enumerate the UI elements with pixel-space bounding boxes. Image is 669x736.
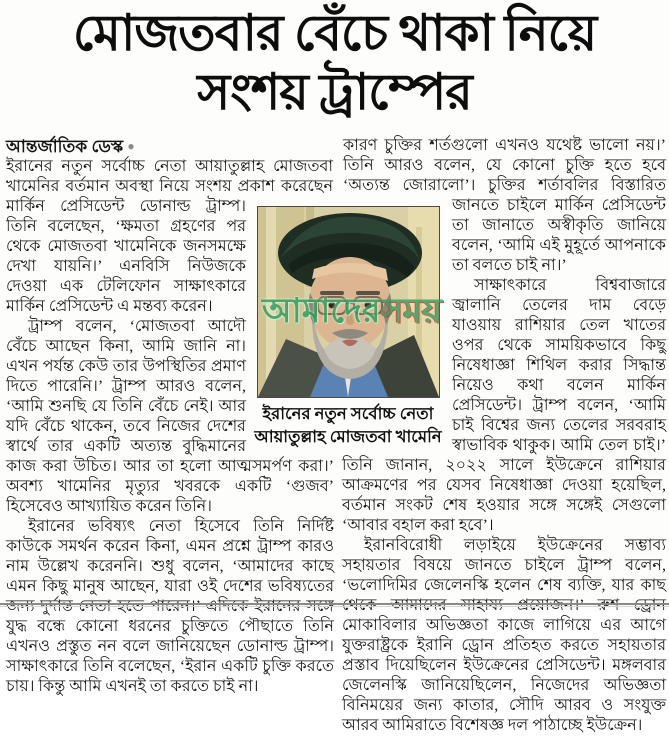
paragraph: ইরানের নতুন সর্বোচ্চ নেতা আয়াতুল্লাহ মোজতবা খামেনির বর্তমান অবস্থা নিয়ে সংশয় প্রকাশ করেছেন মার্কিন প্রেসিডেন্ট ডোনাল্ড ট্রাম্প। তিনি বলেছেন, ‘ক্ষমতা গ্রহণের পর থেকে মোজতবা খামেনিকে জনসমক্ষে দেখা যায়নি।’ এনবিসি নিউজকে দেওয়া এক টেলিফোন সাক্ষাৎকারে মার্কিন প্রেসিডেন্ট এ মন্তব্য করেন। bbox=[6, 158, 333, 315]
paragraph: ট্রাম্প বলেন, ‘মোজতবা আদৌ বেঁচে আছেন কিনা, আমি জানি না। এখন পর্যন্ত কেউ তার উপস্থিতির প্রমাণ দিতে পারেনি।’ ট্রাম্প আরও বলেন, ‘আমি শুনছি যে তিনি বেঁচে নেই। আর যদি বেঁচে থাকেন, তবে নিজের দেশের স্বার্থে তার একটি অত্যন্ত বুদ্ধিমানের কাজ করা উচিত। আর তা হলো আত্মসমর্পণ করা।’ অবশ্য খামেনির মৃত্যুর খবরকে একটি ‘গুজব’ হিসেবেও আখ্যায়িত করেন তিনি। bbox=[6, 318, 334, 515]
paragraph: ইরানবিরোধী লড়াইয়ে ইউক্রেনের সম্ভাব্য সহায়তার বিষয়ে জানতে চাইলে ট্রাম্প বলেন, ‘ভলোদিমির জেলেনস্কি হলেন শেষ ব্যক্তি, যার কাছ মোকাবিলার অভিজ্ঞতা কাজে লাগিয়ে এর আগে যুক্তরাষ্ট্রকে ইরানি ড্রোন প্রতিহত করতে সহায়তার প্রস্তাব দিয়েছিলেন ইউক্রেনের প্রেসিডেন্ট। মঙ্গলবার জেলেনস্কি জানিয়েছিলেন, নিজেদের অভিজ্ঞতা বিনিময়ের জন্য কাতার, সৌদি আরব ও সংযুক্ত আরব আমিরাতে বিশেষজ্ঞ দল পাঠাচ্ছে ইউক্রেন। bbox=[342, 537, 666, 734]
dateline bbox=[6, 136, 334, 157]
headline-line-1: মোজতবার বেঁচে থাকা নিয়ে bbox=[72, 5, 597, 61]
paragraph: ইরানের ভবিষ্যৎ নেতা হিসেবে তিনি নির্দিষ্ট কাউকে সমর্থন করেন কিনা, এমন প্রশ্নে ট্রাম্প কারও নাম উল্লেখ করেননি। শুধু বলেন, ‘আমাদের কাছে এমন কিছু মানুষ আছেন, যারা ওই দেশের ভবিষ্যতের যুদ্ধ বন্ধে কোনো ধরনের চুক্তিতে পৌছাতে তিনি এখনও প্রস্তুত নন বলে জানিয়েছেন ডোনাল্ড ট্রাম্প। সাক্ষাৎকারে তিনি বলেছেন, ‘ইরান একটি চুক্তি করতে চায়। কিন্তু আমি এখনই তা করতে চাই না। bbox=[6, 518, 334, 695]
headline-line-2: সংশয় ট্রাম্পের bbox=[197, 64, 472, 120]
wrap-spacer bbox=[333, 136, 334, 216]
portrait-illustration bbox=[258, 207, 439, 397]
photo-caption: ইরানের নতুন সর্বোচ্চ নেতা আয়াতুল্লাহ মোজতবা খামেনি bbox=[254, 404, 442, 446]
paragraph: সাক্ষাৎকারে বিশ্ববাজারে জ্বালানি তেলের দাম বেড়ে যাওয়ায় রাশিয়ার তেল খাতের ওপর থেকে সাময়িকভাবে কিছু নিষেধাজ্ঞা শিথিল করার সিদ্ধান্ত নিয়েও কথা বলেন মার্কিন প্রেসিডেন্ট। ট্রাম্প বলেন, ‘আমি চাই বিশ্বের জন্য তেলের সরবরাহ স্বাভাবিক থাকুক। আমি তেল চাই।’ তিনি জানান, ২০২২ সালে ইউক্রেনে রাশিয়ার আক্রমণের পর যেসব নিষেধাজ্ঞা দেওয়া হয়েছিল, বর্তমান সংকট শেষ হওয়ার সঙ্গে সঙ্গেই সেগুলো ‘আবার বহাল করা হবে’। bbox=[342, 277, 666, 534]
article-photo bbox=[257, 206, 440, 398]
bullet-icon: ● bbox=[127, 139, 135, 153]
article-headline bbox=[0, 4, 669, 122]
paragraph: কারণ চুক্তির শর্তগুলো এখনও যথেষ্ট ভালো নয়।’ তিনি আরও বলেন, যে কোনো চুক্তি হতে হবে ‘অত্যন্ত জোরালো’। চুক্তির শর্তাবলির বিস্তারিত জানতে চাইলে মার্কিন প্রেসিডেন্ট তা জানাতে অস্বীকৃতি জানিয়ে বলেন, ‘আমি এই মুহূর্তে আপনাকে তা বলতে চাই না।’ bbox=[343, 137, 666, 274]
bottom-rule-shadow bbox=[0, 606, 669, 607]
bottom-rule bbox=[0, 603, 669, 605]
watermark-word-2: সময় bbox=[380, 293, 442, 330]
dateline-label: আন্তর্জাতিক ডেস্ক bbox=[6, 137, 124, 156]
watermark-word-1: আমাদের bbox=[262, 293, 381, 330]
